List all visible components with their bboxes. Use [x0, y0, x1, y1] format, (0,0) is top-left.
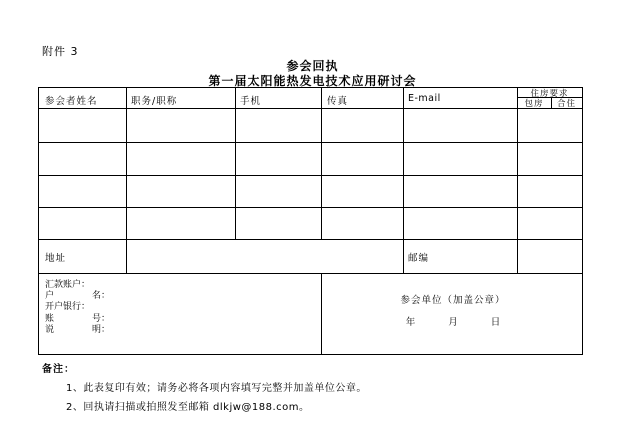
- header-mobile: 手机: [240, 96, 262, 107]
- form-subtitle: 第一届太阳能热发电技术应用研讨会: [208, 74, 417, 88]
- col-divider: [126, 239, 127, 273]
- header-lodging-single: 包房: [524, 99, 544, 109]
- row-divider: [39, 175, 582, 176]
- col-divider: [126, 88, 127, 239]
- col-divider: [403, 88, 404, 273]
- date-year: 年: [405, 317, 416, 328]
- header-name: 参会者姓名: [45, 96, 98, 107]
- row-divider: [39, 239, 582, 240]
- bank-info-block: 汇款账户 ： 户名 ： 开户银行 ： 账号 ： 说明 ：: [45, 280, 111, 335]
- date-month: 月: [448, 317, 458, 328]
- notes-heading: 备注：: [42, 364, 75, 375]
- header-lodging-shared: 合住: [556, 99, 576, 109]
- notes-section: [42, 360, 367, 413]
- header-position: 职务/职称: [131, 96, 178, 107]
- header-email: E-mail: [408, 93, 441, 104]
- row-divider: [39, 207, 582, 208]
- col-divider: [321, 88, 322, 239]
- form-title: 参会回执: [286, 59, 339, 73]
- date-day: 日: [490, 317, 501, 328]
- bank-account-label: 汇款账户: [45, 280, 82, 290]
- row-divider: [39, 108, 582, 109]
- col-divider: [517, 88, 518, 273]
- header-lodging: 住房要求: [530, 89, 569, 99]
- note-item-1: 1、此表复印有效；请务必将各项内容填写完整并加盖单位公章。: [66, 383, 367, 394]
- stamp-label: 参会单位（加盖公章）: [400, 295, 506, 306]
- header-fax: 传真: [327, 96, 349, 107]
- date-line: [322, 314, 584, 328]
- bank-remark-label: 说明: [45, 324, 101, 335]
- row-divider: [39, 142, 582, 143]
- col-divider: [235, 88, 236, 239]
- row-divider: [39, 273, 582, 274]
- note-item-2: 2、回执请扫描或拍照发至邮箱 dlkjw@188.com。: [66, 402, 310, 413]
- bank-holder-label: 户名: [45, 291, 101, 302]
- registration-form-table: [38, 87, 583, 355]
- address-label: 地址: [45, 253, 67, 264]
- attachment-label: 附件 3: [42, 45, 79, 58]
- bank-account-no-label: 账号: [45, 313, 101, 324]
- bank-name-label: 开户银行: [45, 302, 82, 313]
- postcode-label: 邮编: [408, 253, 430, 264]
